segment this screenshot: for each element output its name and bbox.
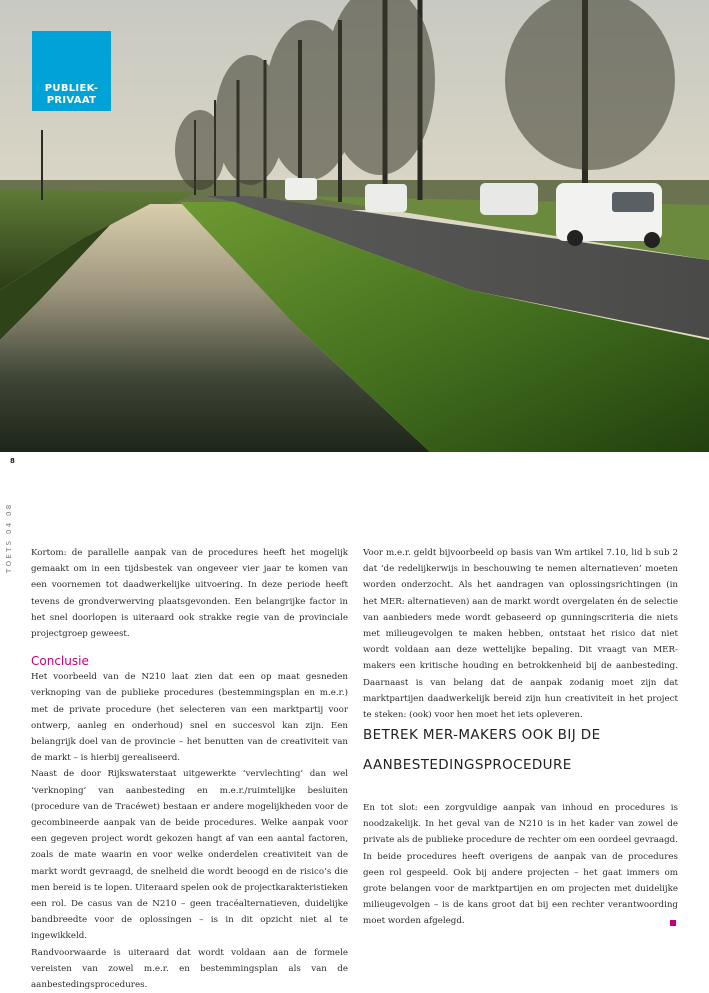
right-paragraph-2: En tot slot: een zorgvuldige aanpak van inhoud en procedures is noodzakelijk. In het geval van de N210 is in het kader van zowel de private als de publieke procedure de rechter om een oordeel gevraagd. In beide procedures heeft overigens de aanpak van de procedures geen rol gespeeld. Ook bij andere projecten – het gaat immers om grote belangen voor de marktpartijen en om projecten met duidelijke milieugevolgen – is de kans groot dat bij een rechter verantwoording moet worden afgelegd. — [363, 803, 678, 927]
left-paragraph-2: Het voorbeeld van de N210 laat zien dat een op maat gesneden verknoping van de publieke procedures (bestemmingsplan en m.e.r.) met de private procedure (het selecteren van een marktpartij voor ontwerp, aanleg en onderhoud) snel en succesvol kan zijn. Een belangrijk doel van de provincie – het benutten van de creativiteit van de markt – is hierbij gerealiseerd. — [31, 672, 348, 764]
page-number: 8 — [10, 457, 15, 465]
category-badge — [32, 31, 111, 111]
header-photo — [0, 0, 709, 452]
left-paragraph-4: Randvoorwaarde is uiteraard dat wordt voldaan aan de formele vereisten van zowel m.e.r. en bestemmingsplan als van de aanbestedingsprocedures. — [31, 947, 348, 991]
conclusion-heading: Conclusie — [31, 654, 89, 669]
end-mark — [670, 920, 676, 926]
left-paragraph-3: Naast de door Rijkswaterstaat uitgewerkte ‘vervlechting’ dan wel ‘verknoping’ van aanbesteding en m.e.r./ruimtelijke besluiten (procedure van de Tracéwet) bestaan er andere mogelijkheden voor de gecombineerde aanpak van de beide procedures. Welke aanpak voor een gegeven project wordt gekozen hangt af van een aantal factoren, zoals de mate waarin en voor welke onderdelen creativiteit van de markt wordt gevraagd, de snelheid die wordt beoogd en de risico’s die men bereid is te lopen. Uiteraard spelen ook de projectkarakteristieken een rol. De casus van de N210 – geen tracéalternatieven, duidelijke bandbreedte voor de oplossingen – is in dit opzicht niet al te ingewikkeld. — [31, 769, 348, 942]
right-column — [363, 545, 678, 723]
badge-line-2: PRIVAAT — [46, 95, 97, 106]
right-column-lower — [363, 800, 678, 930]
badge-line-1: PUBLIEK- — [44, 83, 99, 94]
running-head: TOETS 04 08 — [5, 502, 13, 573]
right-paragraph-1: Voor m.e.r. geldt bijvoorbeeld op basis van Wm artikel 7.10, lid b sub 2 dat ‘de redelijkerwijs in beschouwing te nemen alternatieven’ moeten worden onderzocht. Als het aandragen van oplossingsrichtingen (in het MER: alternatieven) aan de markt wordt overgelaten én de selectie van aanbieders mede wordt gebaseerd op gunningscriteria die niets met milieugevolgen te maken hebben, ontstaat het risico dat niet wordt voldaan aan deze wettelijke bepaling. Dit vraagt van MER-makers een kritische houding en betrokkenheid bij de aanbesteding. Daarnaast is van belang dat de aanpak zodanig moet zijn dat marktpartijen daadwerkelijk bereid zijn hun creativiteit in het project te steken: (ook) voor hen moet het iets opleveren. — [363, 548, 678, 721]
left-paragraph-1: Kortom: de parallelle aanpak van de procedures heeft het mogelijk gemaakt om in een tijdsbestek van ongeveer vier jaar te komen van een voornemen tot daadwerkelijke uitvoering. In deze periode heeft tevens de grondverwerving plaatsgevonden. Een belangrijke factor in het snel doorlopen is uiteraard ook strakke regie van de provinciale projectgroep geweest. — [31, 548, 348, 640]
left-column — [31, 545, 348, 993]
section-heading: BETREK MER-MAKERS OOK BIJ DE AANBESTEDINGSPROCEDURE — [363, 727, 601, 773]
